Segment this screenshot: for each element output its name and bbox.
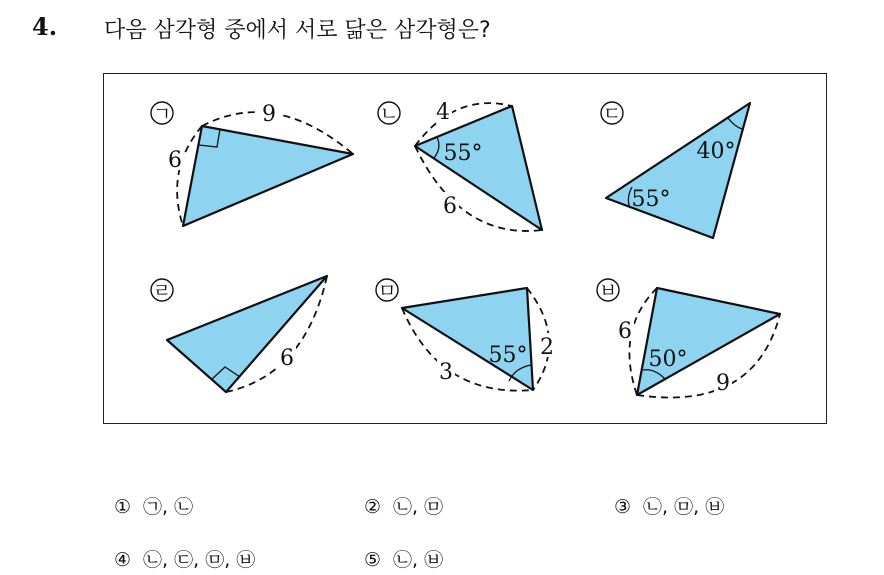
- figure-mark: ㄱ: [152, 103, 172, 125]
- question-number: 4.: [32, 12, 58, 41]
- triangle: [637, 288, 780, 395]
- side-label: 4: [436, 100, 450, 125]
- question-text: 다음 삼각형 중에서 서로 닮은 삼각형은?: [104, 18, 491, 43]
- figure-mark: ㅂ: [598, 280, 618, 302]
- choice-number: ⑤: [364, 549, 382, 571]
- side-label: 9: [262, 102, 276, 127]
- answer-choice-5[interactable]: [364, 545, 443, 572]
- angle-label: 50°: [648, 347, 688, 372]
- figure-2: [378, 98, 542, 231]
- angle-label: 55°: [488, 343, 528, 368]
- figure-3: [601, 102, 750, 238]
- side-label: 9: [716, 371, 730, 396]
- figure-mark: ㄴ: [379, 103, 399, 125]
- figure-1: [151, 102, 353, 226]
- side-label: 6: [618, 319, 632, 344]
- choice-text: ㉡, ㉤: [393, 496, 444, 518]
- side-label: 2: [540, 335, 554, 360]
- figure-mark: ㅁ: [377, 280, 397, 302]
- side-label: 6: [443, 194, 457, 219]
- answer-choice-2[interactable]: [364, 492, 443, 519]
- choice-text: ㉡, ㉥: [393, 549, 444, 571]
- answer-choice-1[interactable]: [114, 492, 193, 519]
- angle-label: 55°: [631, 187, 671, 212]
- choice-text: ㉡, ㉤, ㉥: [643, 496, 725, 518]
- figure-mark: ㄹ: [152, 280, 172, 302]
- answer-choice-4[interactable]: [114, 545, 255, 572]
- choice-text: ㉠, ㉡: [143, 496, 194, 518]
- side-label: 6: [168, 148, 182, 173]
- triangle: [606, 103, 750, 238]
- side-label: 3: [439, 360, 453, 385]
- triangle: [167, 276, 327, 392]
- answer-choice-3[interactable]: [614, 492, 724, 519]
- side-label: 6: [280, 346, 294, 371]
- choice-text: ㉡, ㉢, ㉤, ㉥: [143, 549, 256, 571]
- choice-number: ③: [614, 496, 632, 518]
- choice-number: ①: [114, 496, 132, 518]
- choice-number: ②: [364, 496, 382, 518]
- angle-label: 40°: [696, 139, 736, 164]
- figure-6: [597, 279, 780, 398]
- choice-number: ④: [114, 549, 132, 571]
- triangle: [183, 126, 353, 226]
- angle-label: 55°: [443, 141, 483, 166]
- figure-mark: ㄷ: [602, 103, 622, 125]
- figure-4: [151, 276, 327, 392]
- figure-5: [376, 279, 556, 391]
